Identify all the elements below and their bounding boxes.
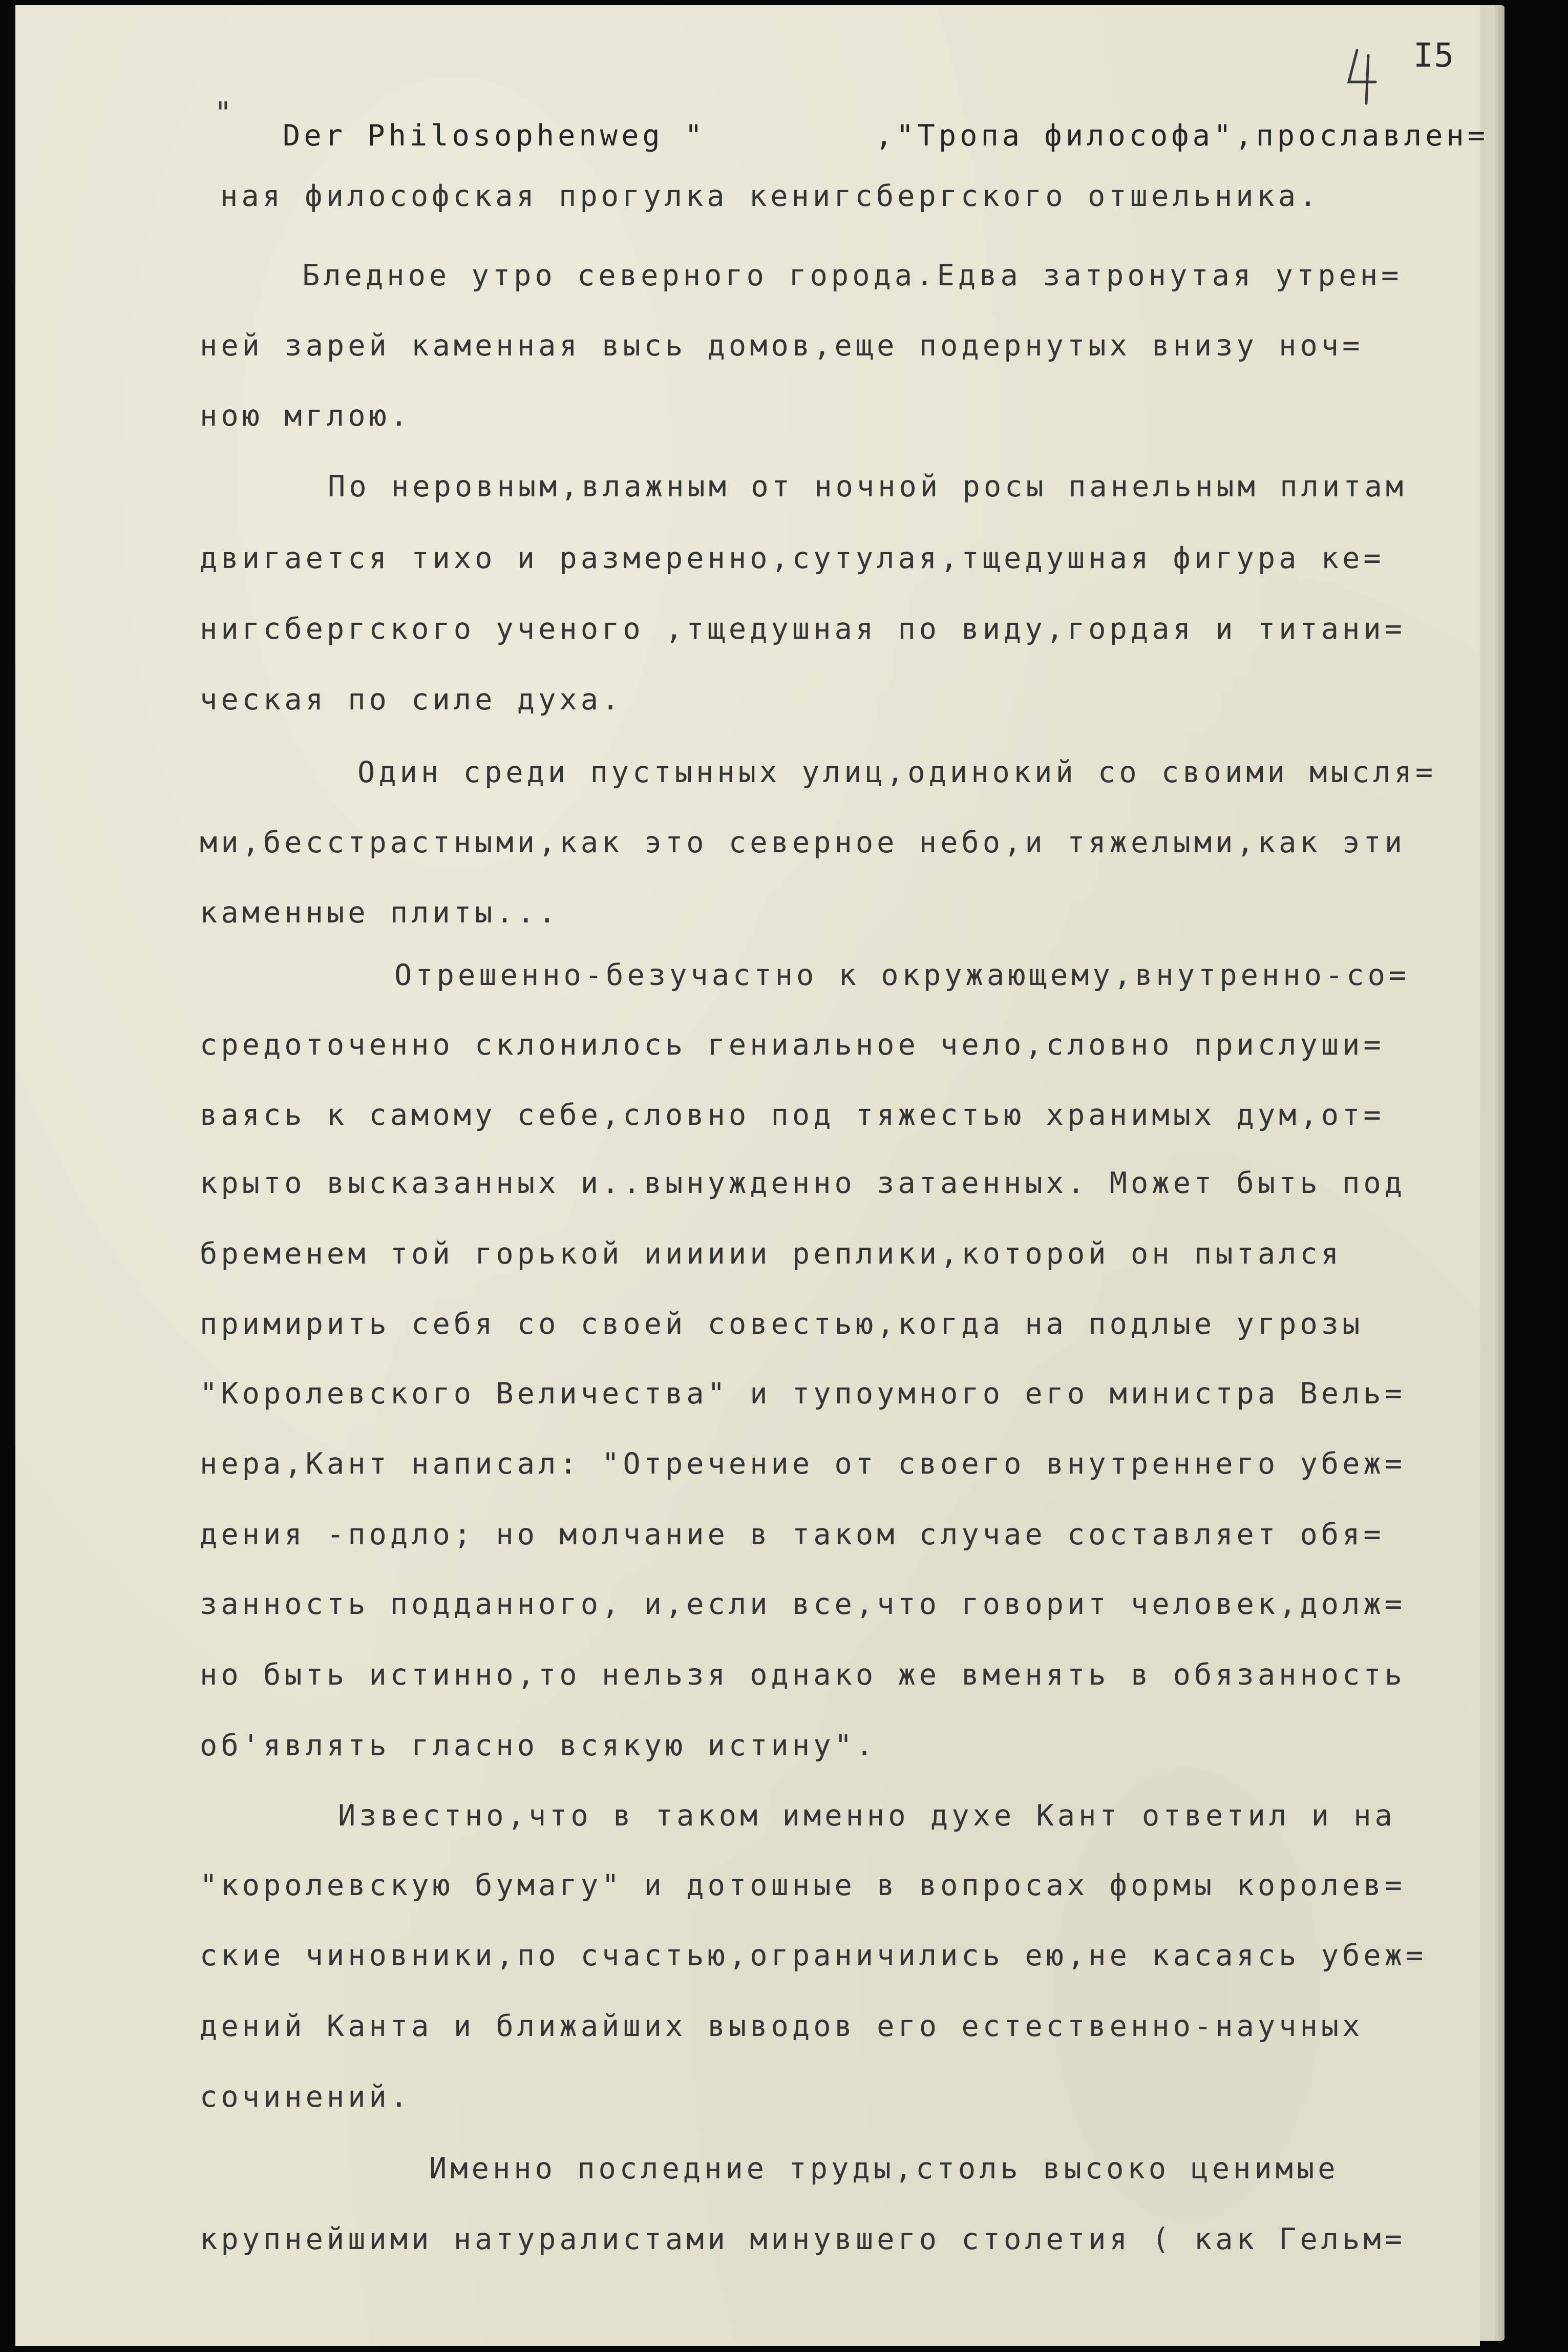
text-line: Известно,что в таком именно духе Кант ответил и на — [338, 1799, 1396, 1833]
text-line: двигается тихо и размеренно,сутулая,тщедушная фигура ке= — [200, 541, 1385, 575]
text-line: Отрешенно-безучастно к окружающему,внутренно-со= — [394, 958, 1410, 992]
text-line: По неровным,влажным от ночной росы панельным плитам — [328, 470, 1407, 503]
text-line: крыто высказанных и..вынужденно затаенных. Может быть под — [200, 1166, 1406, 1200]
text-line: занность подданного, и,если все,что говорит человек,долж= — [200, 1587, 1406, 1621]
text-line: ная философская прогулка кенигсбергского отшельника. — [220, 179, 1321, 213]
text-line: нигсбергского ученого ,тщедушная по виду,гордая и титани= — [200, 612, 1406, 646]
text-line: нера,Кант написал: "Отречение от своего внутреннего убеж= — [200, 1447, 1406, 1481]
body-text — [15, 5, 1489, 2346]
text-line: Именно последние труды,столь высоко ценимые — [429, 2152, 1339, 2186]
text-line: Der Philosophenweg " ,"Тропа философа",прославлен= — [283, 119, 1489, 153]
text-line: каменные плиты... — [200, 896, 560, 930]
text-line: ною мглою. — [200, 399, 412, 433]
text-line: но быть истинно,то нельзя однако же вменять в обязанность — [200, 1658, 1406, 1692]
text-line: ваясь к самому себе,словно под тяжестью хранимых дум,от= — [200, 1098, 1385, 1132]
text-line: дения -подло; но молчание в таком случае составляет обя= — [200, 1518, 1385, 1551]
text-line: ские чиновники,по счастью,ограничились ею,не касаясь убеж= — [200, 1939, 1427, 1972]
text-line: примирить себя со своей совестью,когда на подлые угрозы — [200, 1307, 1364, 1341]
text-line: дений Канта и ближайших выводов его естественно-научных — [200, 2009, 1364, 2043]
text-line: крупнейшими натуралистами минувшего столетия ( как Гельм= — [200, 2222, 1406, 2256]
page-number: I5 — [1413, 37, 1455, 75]
text-line: средоточенно склонилось гениальное чело,словно прислуши= — [200, 1028, 1385, 1062]
text-line: "Королевского Величества" и тупоумного его министра Вель= — [200, 1377, 1406, 1411]
text-line: бременем той горькой ииииии реплики,которой он пытался — [200, 1237, 1343, 1271]
typewritten-page — [15, 5, 1489, 2346]
opening-quote: " — [214, 95, 232, 130]
text-line: ней зарей каменная высь домов,еще подернутых внизу ноч= — [200, 329, 1364, 363]
text-line: сочинений. — [200, 2080, 412, 2114]
text-line: Один среди пустынных улиц,одинокий со своими мысля= — [357, 755, 1437, 789]
text-line: Бледное утро северного города.Едва затронутая утрен= — [302, 259, 1403, 292]
text-line: ческая по силе духа. — [200, 683, 623, 717]
text-line: ми,бесстрастными,как это северное небо,и тяжелыми,как эти — [200, 826, 1406, 859]
text-line: об'являть гласно всякую истину". — [200, 1729, 877, 1762]
text-line: "королевскую бумагу" и дотошные в вопросах формы королев= — [200, 1868, 1406, 1902]
